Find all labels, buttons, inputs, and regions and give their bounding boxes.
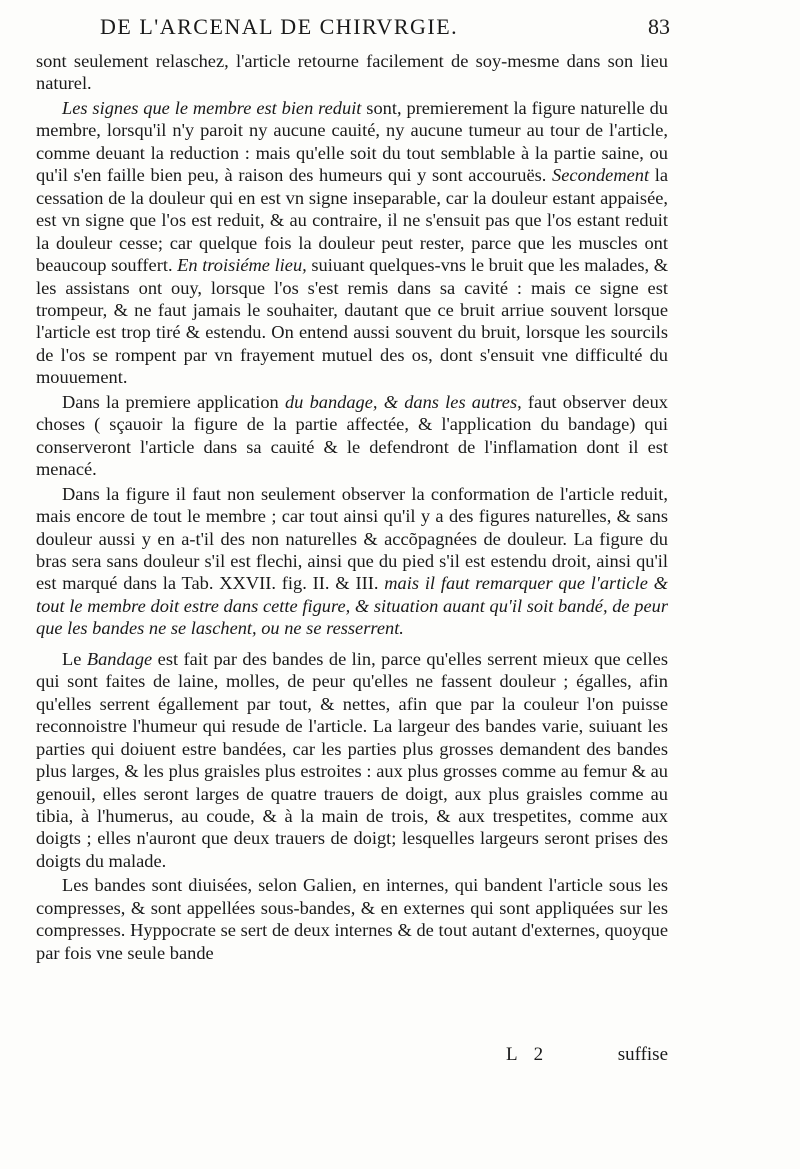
paragraph-text: Dans la figure il faut non seulement observer la conformation de l'article reduit, mais encore de tout le membre ; car tout ainsi qu'il y a des figures naturelles, & sans douleur aussi y en a-t'il des non naturelles & accõpagnées de douleur. La figure du bras sera sans douleur s'il est flechi, ainsi que du pied s'il est estendu droit, ainsi qu'il est marqué dans la Tab. XXVII. fig. II. & III.: [36, 483, 668, 594]
page-number: 83: [648, 14, 670, 39]
paragraph-text: Le: [62, 648, 87, 669]
italic-phrase: du bandage, & dans les autres: [284, 391, 518, 412]
italic-phrase: Les signes que le membre est bien reduit: [62, 97, 362, 118]
paragraph-continuation: [36, 50, 668, 95]
paragraph-text: , faut observer deux choses ( sçauoir la figure de la partie affectée, & l'application du bandage) qui conserveront l'article dans sa cauité & le defendront de l'inflamation dont il est menacé.: [36, 391, 668, 480]
paragraph-text: sont, premierement la figure naturelle du membre, lorsqu'il n'y paroit ny aucune cauité, ny aucune tumeur au tour de l'article, comme deuant la reduction : mais qu'elle soit du tout semblable à la partie saine, ou qu'il s'en faille bien peu, à raison des humeurs qui y sont accouruës.: [36, 97, 668, 186]
body-text: [36, 50, 668, 964]
paragraph-bandage-application: [36, 391, 668, 481]
italic-phrase: Bandage: [86, 648, 153, 669]
paragraph-text: est fait par des bandes de lin, parce qu'elles serrent mieux que celles qui sont faites de laine, molles, de peur qu'elles ne fassent douleur ; égalles, afin qu'elles serrent égallement par tout, & nettes, afin que par la couleur l'on puisse reconnoistre l'humeur qui resude de l'article. La largeur des bandes varie, suiuant les parties qui doiuent estre bandées, car les parties plus grosses demandent des bandes plus larges, & les plus graisles plus estroites : aux plus grosses comme au femur & au genouil, elles seront larges de quatre trauers de doigt, aux plus graisles comme au tibia, à l'humerus, au coude, & à la main de trois, & aux trespetites, comme aux doigts ; elles n'auront que deux trauers de doigt; lesquelles largeurs seront prises des doigts du malade.: [36, 648, 668, 871]
paragraph-signs-of-reduction: [36, 97, 668, 389]
catchword: suffise: [617, 1044, 668, 1065]
signature-mark: L 2: [506, 1044, 550, 1065]
italic-phrase: En troisiéme lieu,: [177, 255, 307, 276]
paragraph-bandage-material: [36, 648, 668, 873]
italic-phrase: Secondement: [552, 165, 650, 186]
paragraph-text: Dans la premiere application: [62, 391, 285, 412]
running-title: DE L'ARCENAL DE CHIRVRGIE.: [100, 14, 459, 39]
page-footer: [36, 1044, 668, 1070]
paragraph-bandage-types: [36, 874, 668, 964]
page-header: [100, 14, 670, 46]
paragraph-text: suiuant quelques-vns le bruit que les malades, & les assistans ont ouy, lorsque l'os s'est remis dans sa cavité : mais ce signe est trompeur, & ne faut jamais le souhaiter, dautant que ce bruit arriue souvent lorsque l'article est trop tiré & estendu. On entend aussi souvent du bruit, lorsque les sourcils de l'os se rompent par vn frayement mutuel des os, dont s'ensuit vne difficulté du mouuement.: [36, 255, 668, 388]
paragraph-text: sont seulement relaschez, l'article retourne facilement de soy-mesme dans son lieu naturel.: [36, 51, 668, 94]
paragraph-text: la cessation de la douleur qui en est vn signe inseparable, car la douleur estant appaisée, est vn signe que l'os est reduit, & au contraire, il ne s'ensuit pas que l'os estant reduit la douleur cesse; car quelque fois la douleur peut rester, parce que les muscles ont beaucoup souffert.: [36, 165, 668, 276]
paragraph-figure: [36, 483, 668, 640]
paragraph-text: Les bandes sont diuisées, selon Galien, en internes, qui bandent l'article sous les compresses, & sont appellées sous-bandes, & en externes qui sont appliquées sur les compresses. Hyppocrate se sert de deux internes & de tout autant d'externes, quoyque par fois vne seule bande: [36, 875, 668, 963]
italic-phrase: mais il faut remarquer que l'article & tout le membre doit estre dans cette figure, & situation auant qu'il soit bandé, de peur que les bandes ne se laschent, ou ne se resserrent.: [36, 573, 668, 639]
